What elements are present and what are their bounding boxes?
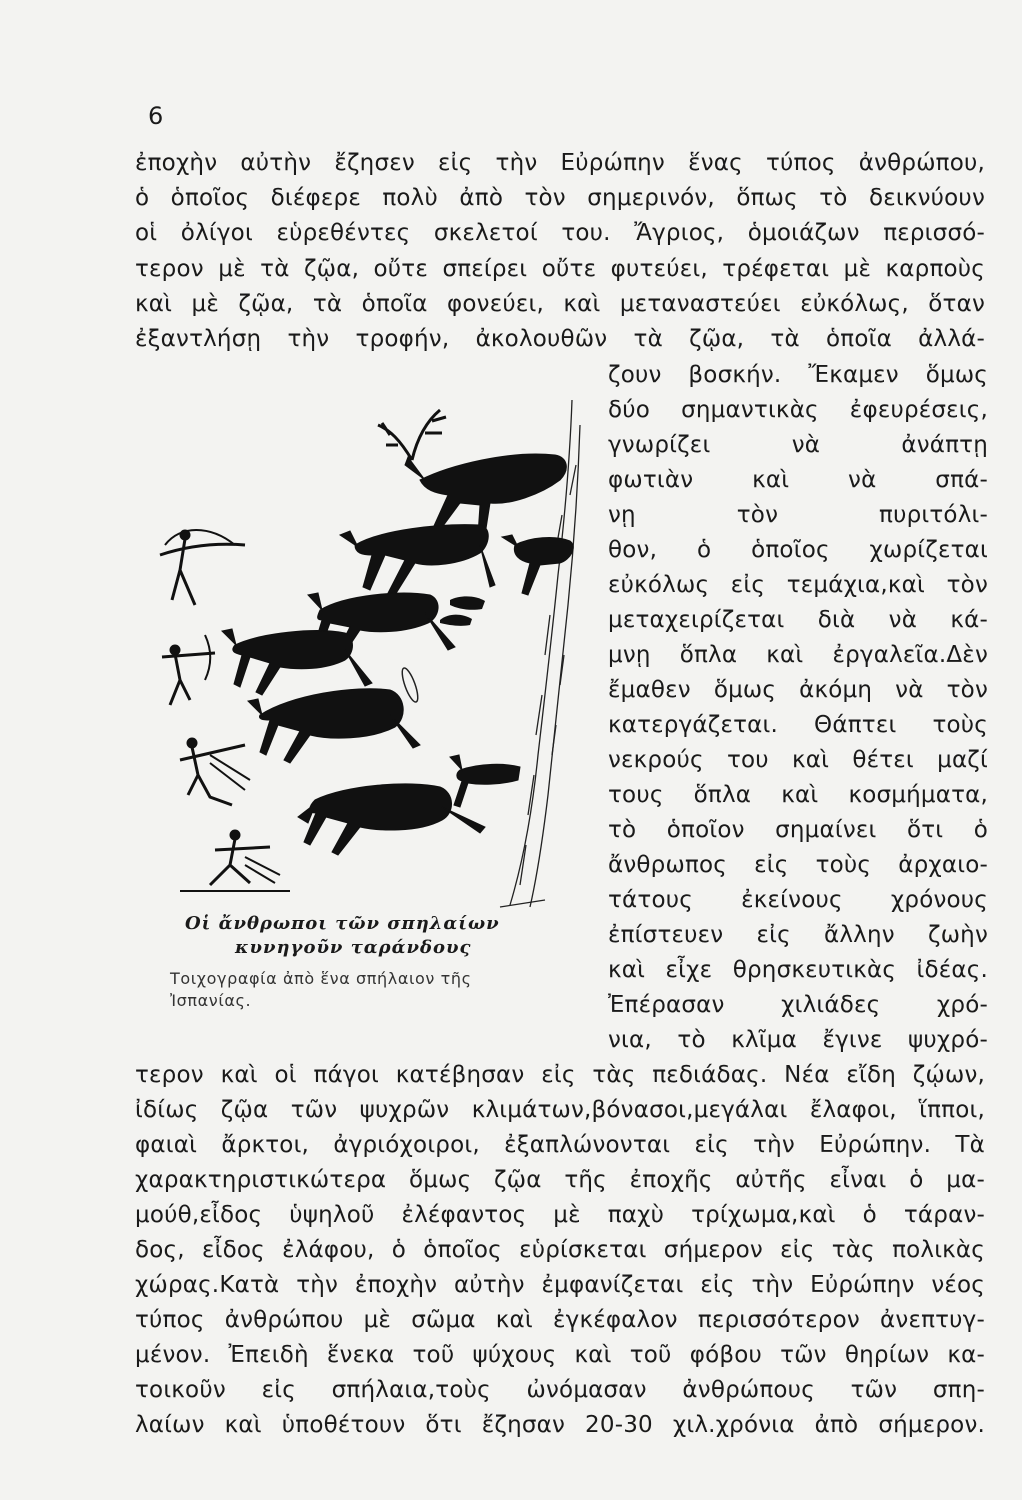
text-line: ὁ ὁποῖος διέφερε πολὺ ἀπὸ τὸν σημερινόν, ὅπως τὸ δεικνύουν	[135, 185, 985, 211]
deer-figure	[222, 629, 372, 695]
text-line: τερον μὲ τὰ ζῷα, οὔτε σπείρει οὔτε φυτεύει, τρέφεται μὲ καρποὺς	[135, 256, 985, 282]
text-line: καὶ εἶχε θρησκευτικὰς ἰδέας.	[608, 957, 988, 983]
text-line: τύπος ἀνθρώπου μὲ σῶμα καὶ ἐγκέφαλον περισσότερον ἀνεπτυγ-	[135, 1307, 985, 1333]
text-line: γνωρίζει νὰ ἀνάπτῃ	[608, 432, 988, 458]
text-line: καὶ μὲ ζῷα, τὰ ὁποῖα φονεύει, καὶ μεταναστεύει εὐκόλως, ὅταν	[135, 291, 985, 317]
text-line: νεκρούς του καὶ θέτει μαζί	[608, 747, 988, 773]
caption-title-line: κυνηγοῦν ταράνδους	[235, 937, 472, 958]
text-line: τοικοῦν εἰς σπήλαια,τοὺς ὠνόμασαν ἀνθρώπους τῶν σπη-	[135, 1377, 985, 1403]
text-line: ἔμαθεν ὅμως ἀκόμη νὰ τὸν	[608, 677, 988, 703]
text-line: ἰδίως ζῷα τῶν ψυχρῶν κλιμάτων,βόνασοι,μεγάλαι ἔλαφοι, ἵπποι,	[135, 1097, 985, 1123]
text-line: χώρας.Κατὰ τὴν ἐποχὴν αὐτὴν ἐμφανίζεται εἰς τὴν Εὐρώπην νέος	[135, 1272, 985, 1298]
text-line: δος, εἶδος ἐλάφου, ὁ ὁποῖος εὑρίσκεται σήμερον εἰς τὰς πολικὰς	[135, 1237, 985, 1263]
text-line: δύο σημαντικὰς ἐφευρέσεις,	[608, 397, 988, 423]
text-line: λαίων καὶ ὑποθέτουν ὅτι ἔζησαν 20-30 χιλ.χρόνια ἀπὸ σήμερον.	[135, 1412, 985, 1438]
text-line: ἄνθρωπος εἰς τοὺς ἀρχαιο-	[608, 852, 988, 878]
text-line: φαιαὶ ἄρκτοι, ἀγριόχοιροι, ἐξαπλώνονται εἰς τὴν Εὐρώπην. Τὰ	[135, 1132, 985, 1158]
text-line: φωτιὰν καὶ νὰ σπά-	[608, 467, 988, 493]
deer-figure	[450, 755, 520, 807]
text-line: μνῃ ὅπλα καὶ ἐργαλεῖα.Δὲν	[608, 642, 988, 668]
text-line: τὸ ὁποῖον σημαίνει ὅτι ὁ	[608, 817, 988, 843]
figure-caption-subtitle	[170, 968, 600, 1012]
caption-sub-line: Τοιχογραφία ἀπὸ ἕνα σπήλαιον τῆς	[170, 969, 472, 988]
stag-figure	[378, 410, 566, 535]
page-number: 6	[148, 102, 164, 130]
hunter-figure	[180, 739, 250, 805]
text-line: τους ὅπλα καὶ κοσμήματα,	[608, 782, 988, 808]
caption-title-line: Οἱ ἄνθρωποι τῶν σπηλαίων	[185, 913, 500, 934]
hunter-figure	[162, 635, 215, 705]
text-line: νια, τὸ κλῖμα ἔγινε ψυχρό-	[608, 1027, 988, 1053]
text-line: τάτους ἐκείνους χρόνους	[608, 887, 988, 913]
caption-sub-line: Ἰσπανίας.	[170, 991, 252, 1010]
small-animal-figure	[440, 596, 485, 625]
text-line: μεταχειρίζεται διὰ νὰ κά-	[608, 607, 988, 633]
deer-figure	[340, 525, 495, 595]
hunter-figure	[160, 530, 245, 605]
text-line: μένον. Ἐπειδὴ ἕνεκα τοῦ ψύχους καὶ τοῦ φόβου τῶν θηρίων κα-	[135, 1342, 985, 1368]
figure-caption-title	[185, 912, 585, 960]
text-line: μούθ,εἶδος ὑψηλοῦ ἐλέφαντος μὲ παχὺ τρίχωμα,καὶ ὁ τάραν-	[135, 1202, 985, 1228]
text-line: ἐποχὴν αὐτὴν ἔζησεν εἰς τὴν Εὐρώπην ἕνας τύπος ἀνθρώπου,	[135, 150, 985, 176]
text-line: ζουν βοσκήν. Ἔκαμεν ὅμως	[608, 362, 988, 388]
text-line: ἐξαντλήσῃ τὴν τροφήν, ἀκολουθῶν τὰ ζῷα, τὰ ὁποῖα ἀλλά-	[135, 326, 985, 352]
cave-painting-illustration	[150, 395, 590, 910]
deer-figure	[248, 689, 420, 763]
text-line: εὐκόλως εἰς τεμάχια,καὶ τὸν	[608, 572, 988, 598]
text-line: κατεργάζεται. Θάπτει τοὺς	[608, 712, 988, 738]
text-line: οἱ ὀλίγοι εὑρεθέντες σκελετοί του. Ἄγριος, ὁμοιάζων περισσό-	[135, 220, 985, 246]
text-line: τερον καὶ οἱ πάγοι κατέβησαν εἰς τὰς πεδιάδας. Νέα εἴδη ζῴων,	[135, 1062, 985, 1088]
hunter-figure	[210, 831, 280, 885]
text-line: νῃ τὸν πυριτόλι-	[608, 502, 988, 528]
text-line: ἐπίστευεν εἰς ἄλλην ζωὴν	[608, 922, 988, 948]
text-line: Ἐπέρασαν χιλιάδες χρό-	[608, 992, 988, 1018]
deer-figure	[502, 535, 573, 595]
stone-figure	[399, 666, 421, 703]
text-line: θον, ὁ ὁποῖος χωρίζεται	[608, 537, 988, 563]
text-line: χαρακτηριστικώτερα ὅμως ζῷα τῆς ἐποχῆς αὐτῆς εἶναι ὁ μα-	[135, 1167, 985, 1193]
deer-figure	[298, 784, 485, 855]
